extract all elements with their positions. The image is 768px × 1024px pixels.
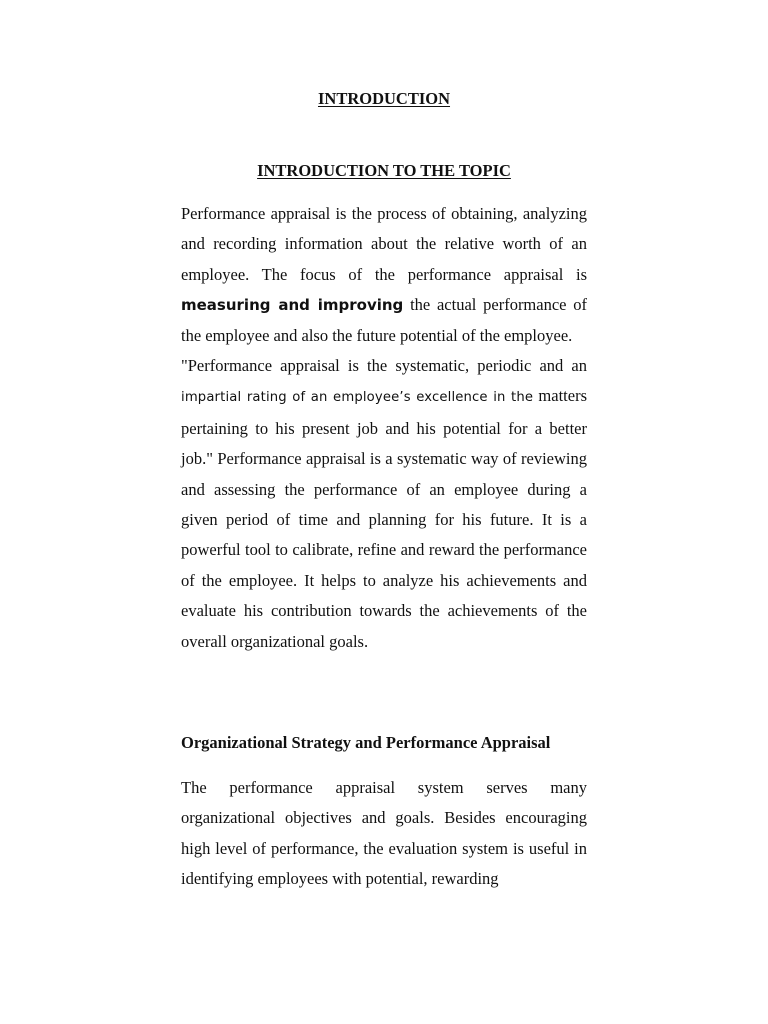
emphasis-impartial-rating: impartial rating of an employee’s excellence in the <box>181 390 534 406</box>
paragraph-intro <box>181 199 587 657</box>
section-title-topic: INTRODUCTION TO THE TOPIC <box>257 161 511 180</box>
emphasis-measuring-improving: measuring and improving <box>181 296 404 315</box>
paragraph-intro-part-c: "Performance appraisal is the systematic, periodic and an <box>181 356 587 376</box>
paragraph-intro-part-a: Performance appraisal is the process of obtaining, analyzing and recording information about the relative worth of an employee. The focus of the performance appraisal is <box>181 204 587 284</box>
section-heading-strategy: Organizational Strategy and Performance Appraisal <box>181 733 551 752</box>
paragraph-strategy: The performance appraisal system serves many organizational objectives and goals. Besides encouraging high level of performance, the evaluation system is useful in identifying employees with potential, rewarding <box>181 778 587 889</box>
page-title: INTRODUCTION <box>317 89 451 108</box>
paragraph-intro-part-d: matters pertaining to his present job and his potential for a better job." Performance appraisal is a systematic way of reviewing and assessing the performance of an employee during a given period of time and planning for his future. It is a powerful tool to calibrate, refine and reward the performance of the employee. It helps to analyze his achievements and evaluate his contribution towards the achievements of the overall organizational goals. <box>181 386 587 651</box>
paragraph-intro-part-b: the actual performance of the employee and also the future potential of the employee. <box>181 295 587 345</box>
